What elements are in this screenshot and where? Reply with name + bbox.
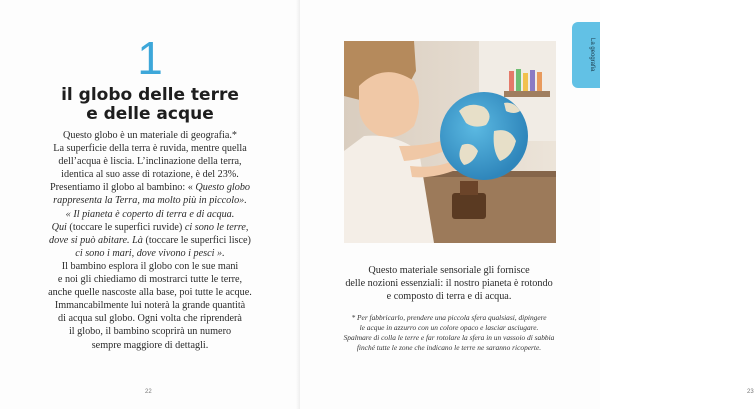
photo-child-with-globe — [344, 41, 556, 243]
body-line: e noi gli chiediamo di mostrarci tutte le terre, — [57, 274, 243, 286]
body-text — [40, 129, 260, 352]
chapter-title-line1: il globo delle terre — [61, 85, 239, 105]
caption-line: delle nozioni essenziali: il nostro pianeta è rotondo — [345, 278, 553, 290]
body-line: ci sono i mari, dove vivono i pesci ». — [75, 247, 225, 259]
body-line: La superficie della terra è ruvida, mentre quella — [53, 143, 247, 155]
body-line: Qui (toccare le superfici ruvide) ci sono le terre, — [51, 221, 249, 233]
page-number-right: 23 — [747, 389, 754, 395]
body-line: il globo, il bambino scoprirà un numero — [68, 326, 232, 338]
caption-line: Questo materiale sensoriale gli fornisce — [368, 265, 530, 276]
section-tab-label: La geografia — [589, 38, 595, 72]
footnote — [330, 313, 568, 353]
body-line: « Il pianeta è coperto di terra e di acqua. — [65, 208, 235, 220]
footnote-line: le acque in azzurro con un colore opaco e lasciar asciugare. — [359, 323, 539, 332]
body-line: Il bambino esplora il globo con le sue mani — [61, 260, 239, 272]
body-line: dell’acqua è liscia. L’inclinazione della terra, — [58, 156, 242, 168]
body-line: rappresenta la Terra, ma molto più in piccolo». — [53, 195, 247, 207]
body-line: sempre maggiore di dettagli. — [91, 339, 209, 351]
page-number-left: 22 — [145, 389, 152, 395]
chapter-number: 1 — [137, 32, 163, 84]
body-line: dove si può abitare. Là (toccare le superfici lisce) — [49, 234, 251, 246]
body-line: identica al suo asse di rotazione, è del 23%. — [61, 169, 239, 181]
chapter-title — [0, 86, 300, 124]
photo-caption — [338, 264, 560, 304]
section-tab — [572, 22, 600, 88]
footnote-line: finché tutte le zone che indicano le terre ne saranno ricoperte. — [356, 343, 542, 352]
footnote-line: Spalmare di colla le terre e far rotolare la sfera in un vassoio di sabbia — [343, 333, 555, 342]
caption-line: e composto di terra e di acqua. — [386, 291, 512, 303]
body-line: Immancabilmente lui noterà la grande quantità — [54, 300, 246, 312]
left-page — [0, 0, 300, 409]
body-line: di acqua sul globo. Ogni volta che riprenderà — [58, 313, 242, 325]
body-line: anche quelle nascoste alla base, poi tutte le acque. — [48, 287, 252, 299]
footnote-line: * Per fabbricarlo, prendere una piccola sfera qualsiasi, dipingere — [351, 313, 547, 322]
chapter-title-line2: e delle acque — [86, 104, 214, 124]
body-line: Questo globo è un materiale di geografia.* — [63, 130, 237, 141]
body-line: Presentiamo il globo al bambino: « Questo globo — [49, 182, 251, 194]
